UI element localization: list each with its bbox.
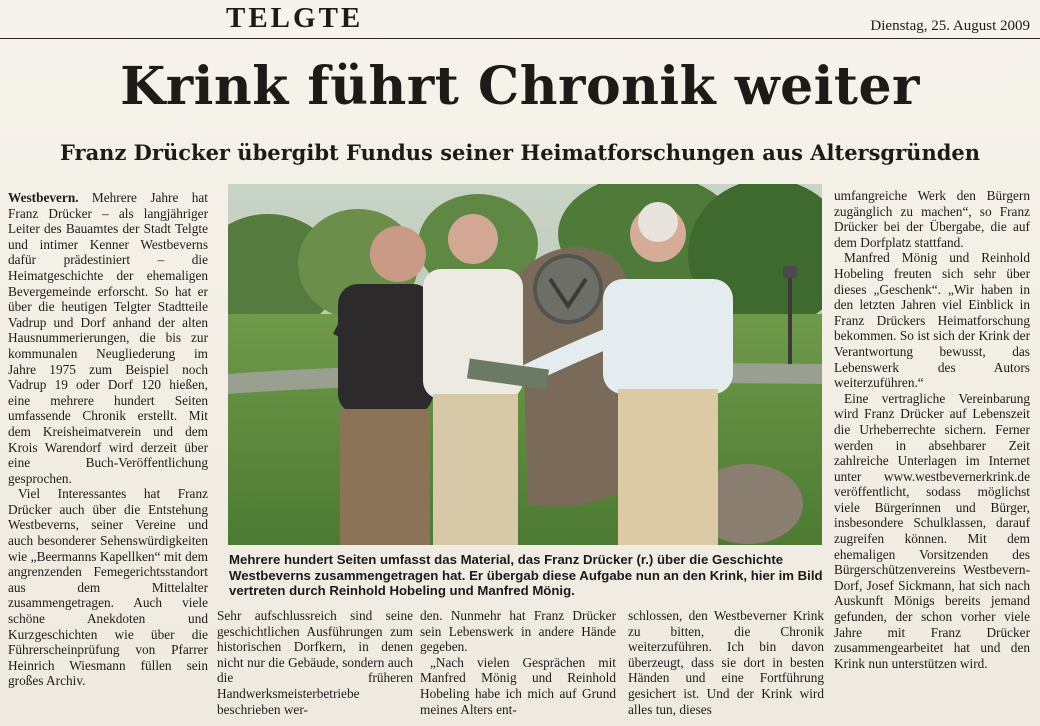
article-column-4 (628, 608, 824, 717)
paragraph: den. Nunmehr hat Franz Drücker sein Lebenswerk in andere Hände gegeben. (420, 608, 616, 655)
header-rule (0, 38, 1040, 39)
paragraph: Sehr aufschlussreich sind seine geschichtlichen Ausführungen zum historischen Dorfkern, in denen nicht nur die Gebäude, sondern auch die früheren Handwerksmeisterbetriebe beschrieben wer- (217, 608, 413, 717)
paragraph: Manfred Mönig und Reinhold Hobeling freuten sich sehr über dieses „Geschenk“. „Wir haben in den letzten Jahren viel Einblick in Franz Drückers Heimatforschung bekommen. So ist sich der Krink der Verantwortung bewusst, das Lebenswerk des Autors weiterzuführen.“ (834, 250, 1030, 391)
paragraph: schlossen, den Westbeverner Krink zu bitten, die Chronik weiterzuführen. Ich bin davon überzeugt, dass sie dort in besten Händen und eine Fortführung gesichert ist. Und der Krink wird alles tun, dieses (628, 608, 824, 717)
issue-date: Dienstag, 25. August 2009 (870, 18, 1030, 34)
paragraph: Eine vertragliche Vereinbarung wird Franz Drücker auf Lebenszeit die Urheberrechte sichern. Ferner werden in absehbarer Zeit zahlreiche Unterlagen im Internet unter www.westbevernerkrink.de veröffentlicht, sodass möglichst viele Bürgerinnen und Bürger, insbesondere Schulklassen, darauf zugreifen können. Mit dem ehemaligen Vorsitzenden des Bürgerschützenvereins Westbevern-Dorf, Josef Sickmann, hat sich nach Auskunft Mönigs bereits jemand gefunden, der schon vorher viele Jahre mit Franz Drücker zusammengearbeitet hat und den Krink nun unterstützen wird. (834, 390, 1030, 671)
article-photo (228, 184, 822, 545)
paragraph: umfangreiche Werk den Bürgern zugänglich zu machen“, so Franz Drücker bei der Übergabe, die auf dem Dorfplatz stattfand. (834, 188, 1030, 250)
paragraph: Viel Interessantes hat Franz Drücker auch über die Entstehung Westbeverns, seiner Vereine und auch besonderer Sehenswürdigkeiten wie „Beermanns Kapellken“ mit dem angrenzenden Femegerichtsstandort aus dem Mittelalter zusammengetragen. Auch viele schöne Anekdoten und Kurzgeschichten wie über die Führerscheinprüfung von Pfarrer Heinrich Wiesmann füllen sein großes Archiv. (8, 486, 208, 689)
headline: Krink führt Chronik weiter (120, 56, 920, 117)
paragraph: „Nach vielen Gesprächen mit Manfred Mönig und Reinhold Hobeling habe ich mich auf Grund meines Alters ent- (420, 654, 616, 717)
paragraph-text: Mehrere Jahre hat Franz Drücker – als langjähriger Leiter des Bauamtes der Stadt Telgte und intimer Kenner Westbeverns dafür prädestiniert – die Heimatgeschichte der ehemaligen Bevergemeinde erforscht. So hat er über die heutigen Telgter Stadtteile Vadrup und Dorf anhand der alten Hausnummerierungen, die bis zur kommunalen Neugliederung im Jahre 1975 zum Beispiel noch Vadrup 19 oder Dorf 120 hießen, eine mehrere hundert Seiten umfassende Chronik erstellt. Mit dem Kreisheimatverein und dem Krois Warendorf wird derzeit über eine Buch-Veröffentlichung gesprochen. (8, 190, 208, 486)
photo-illustration (228, 184, 822, 545)
paragraph (8, 190, 208, 486)
section-title: TELGTE (226, 2, 364, 34)
article-column-2 (217, 608, 413, 717)
photo-caption: Mehrere hundert Seiten umfasst das Material, das Franz Drücker (r.) über die Geschichte Westbeverns zusammengetragen hat. Er übergab diese Aufgabe nun an den Krink, hier im Bild vertreten durch Reinhold Hobeling und Manfred Mönig. (229, 552, 823, 598)
article-column-right (834, 188, 1030, 671)
article-column-3 (420, 608, 616, 717)
article-column-left (8, 190, 208, 689)
dateline: Westbevern. (8, 190, 79, 205)
page-header (0, 0, 1040, 40)
subheadline: Franz Drücker übergibt Fundus seiner Heimatforschungen aus Altersgründen (59, 140, 981, 165)
